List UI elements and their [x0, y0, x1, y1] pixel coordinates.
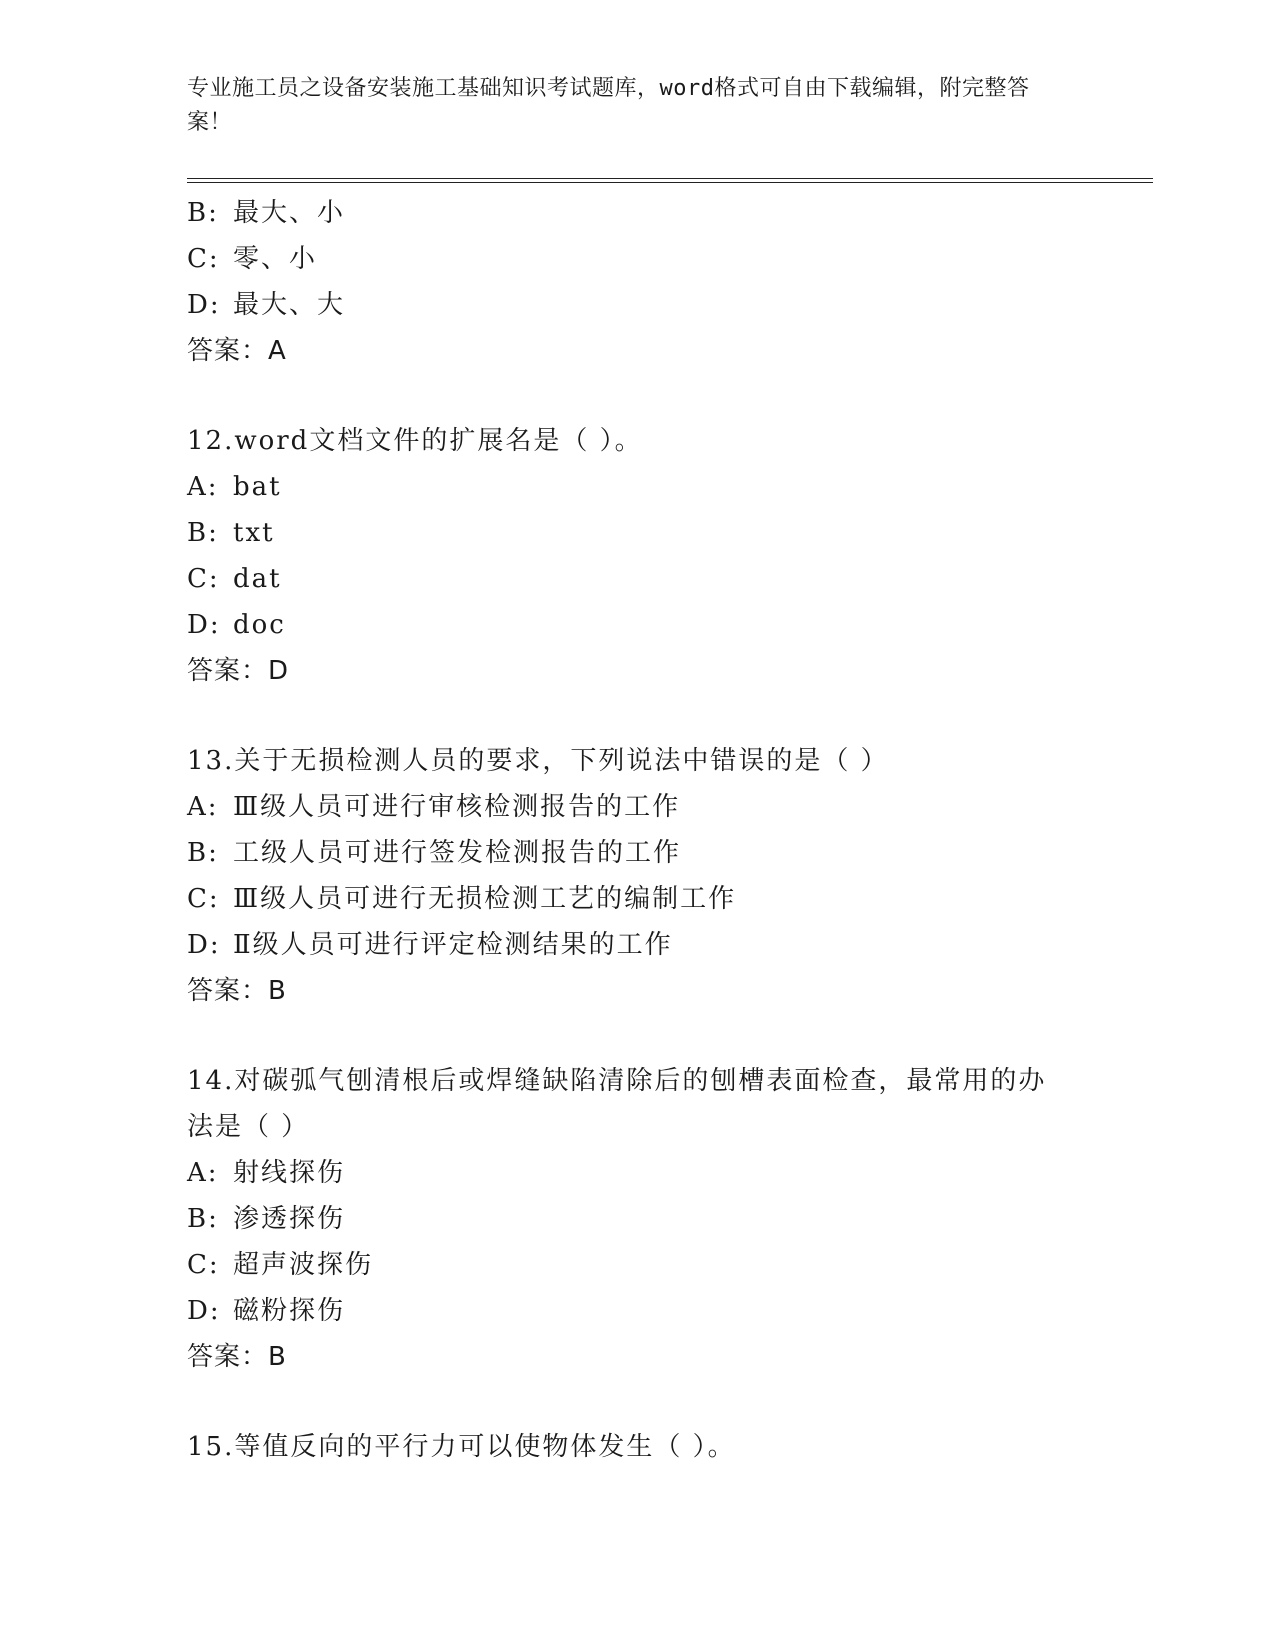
option-letter: C: — [187, 244, 220, 274]
option-letter: A: — [187, 472, 219, 502]
option-c — [187, 876, 1087, 922]
page-header — [187, 72, 1067, 140]
option-text: Ⅱ级人员可进行评定检测结果的工作 — [233, 930, 673, 960]
document-title: 专业施工员之设备安装施工基础知识考试题库，word格式可自由下载编辑，附完整答案！ — [187, 76, 1030, 135]
option-letter: B: — [187, 1204, 219, 1234]
question-stem: 13.关于无损检测人员的要求，下列说法中错误的是（ ） — [187, 746, 889, 776]
answer-line: 答案：B — [187, 976, 287, 1006]
answer-line: 答案：B — [187, 1342, 287, 1372]
header-divider — [187, 178, 1153, 183]
option-letter: D: — [187, 930, 221, 960]
option-c — [187, 1242, 1087, 1288]
option-letter: A: — [187, 792, 219, 822]
question-13 — [187, 738, 1087, 1014]
option-b — [187, 190, 1087, 236]
option-text: 磁粉探伤 — [233, 1296, 346, 1326]
option-letter: B: — [187, 198, 219, 228]
option-text: bat — [233, 472, 282, 502]
option-text: doc — [233, 610, 286, 640]
question-stem: 12.word文档文件的扩展名是（ ）。 — [187, 426, 643, 456]
option-letter: B: — [187, 838, 219, 868]
option-letter: B: — [187, 518, 219, 548]
question-14 — [187, 1058, 1087, 1380]
document-body — [187, 190, 1087, 1470]
option-text: 射线探伤 — [233, 1158, 346, 1188]
option-letter: D: — [187, 610, 221, 640]
option-letter: C: — [187, 1250, 220, 1280]
answer-line: 答案：A — [187, 336, 287, 366]
option-letter: C: — [187, 884, 220, 914]
option-text: 渗透探伤 — [233, 1204, 346, 1234]
option-text: 最大、小 — [233, 198, 346, 228]
option-d — [187, 922, 1087, 968]
question-stem: 14.对碳弧气刨清根后或焊缝缺陷清除后的刨槽表面检查，最常用的办法是（ ） — [187, 1066, 1047, 1142]
option-text: dat — [233, 564, 282, 594]
option-a — [187, 464, 1087, 510]
option-letter: C: — [187, 564, 220, 594]
option-text: Ⅲ级人员可进行审核检测报告的工作 — [233, 792, 681, 822]
question-15 — [187, 1424, 1087, 1470]
option-b — [187, 1196, 1087, 1242]
option-text: 工级人员可进行签发检测报告的工作 — [233, 838, 682, 868]
option-a — [187, 784, 1087, 830]
option-text: 超声波探伤 — [233, 1250, 374, 1280]
option-text: 零、小 — [233, 244, 318, 274]
option-a — [187, 1150, 1087, 1196]
option-d — [187, 602, 1087, 648]
question-stem: 15.等值反向的平行力可以使物体发生（ ）。 — [187, 1432, 736, 1462]
option-d — [187, 1288, 1087, 1334]
option-letter: D: — [187, 290, 221, 320]
option-c — [187, 236, 1087, 282]
option-b — [187, 830, 1087, 876]
option-text: 最大、大 — [233, 290, 346, 320]
option-b — [187, 510, 1087, 556]
option-letter: A: — [187, 1158, 219, 1188]
option-text: txt — [233, 518, 275, 548]
question-fragment — [187, 190, 1087, 374]
option-c — [187, 556, 1087, 602]
answer-line: 答案：D — [187, 656, 290, 686]
question-12 — [187, 418, 1087, 694]
option-letter: D: — [187, 1296, 221, 1326]
option-text: Ⅲ级人员可进行无损检测工艺的编制工作 — [233, 884, 737, 914]
option-d — [187, 282, 1087, 328]
